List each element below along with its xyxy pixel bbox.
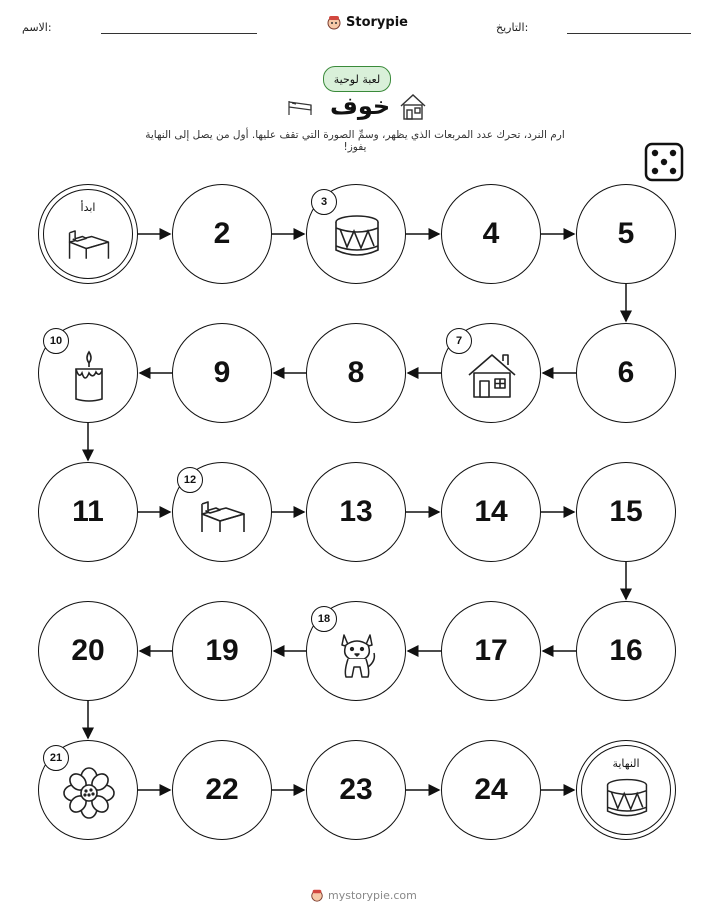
brand-name: Storypie xyxy=(346,14,408,30)
board-cell-19[interactable] xyxy=(172,601,272,701)
footer xyxy=(310,888,417,902)
cell-number: 5 xyxy=(617,217,635,250)
cell-number: 15 xyxy=(609,495,643,528)
board-game-badge: لعبة لوحية xyxy=(323,66,391,92)
cell-number: 2 xyxy=(213,217,231,250)
board-cell-12[interactable] xyxy=(172,462,272,562)
cell-number: 22 xyxy=(205,773,239,806)
cell-number: 20 xyxy=(71,634,105,667)
instructions: ارم النرد، تحرك عدد المربعات الذي يظهر، وسمِّ الصورة التي تقف عليها. أول من يصل إلى النهاية يفوز! xyxy=(145,129,565,153)
board-cell-14[interactable] xyxy=(441,462,541,562)
board-cell-start[interactable] xyxy=(38,184,138,284)
board-cell-4[interactable] xyxy=(441,184,541,284)
board-cell-13[interactable] xyxy=(306,462,406,562)
board-cell-11[interactable] xyxy=(38,462,138,562)
board-cell-17[interactable] xyxy=(441,601,541,701)
board-cell-6[interactable] xyxy=(576,323,676,423)
cell-number: 9 xyxy=(213,356,231,389)
cell-number: 11 xyxy=(72,495,104,528)
storypie-mascot-icon xyxy=(310,888,324,902)
board-cell-7[interactable] xyxy=(441,323,541,423)
board-cell-16[interactable] xyxy=(576,601,676,701)
cell-number: 24 xyxy=(474,773,508,806)
board-cell-9[interactable] xyxy=(172,323,272,423)
cell-number: 4 xyxy=(482,217,500,250)
board-cell-20[interactable] xyxy=(38,601,138,701)
cell-number-badge: 7 xyxy=(446,328,472,354)
board-cell-22[interactable] xyxy=(172,740,272,840)
board-cell-3[interactable] xyxy=(306,184,406,284)
cell-number-badge: 12 xyxy=(177,467,203,493)
cell-number: 13 xyxy=(339,495,373,528)
house-icon xyxy=(465,349,519,403)
cell-number: 8 xyxy=(347,356,365,389)
cell-number: 17 xyxy=(474,634,508,667)
board-cell-21[interactable] xyxy=(38,740,138,840)
board-cell-15[interactable] xyxy=(576,462,676,562)
date-label: التاريخ: xyxy=(496,21,529,34)
flower-icon xyxy=(62,766,116,820)
cell-number-badge: 18 xyxy=(311,606,337,632)
board-cell-2[interactable] xyxy=(172,184,272,284)
name-label: الاسم: xyxy=(22,21,52,34)
board-cell-10[interactable] xyxy=(38,323,138,423)
cell-number: 23 xyxy=(339,773,373,806)
cell-number: 14 xyxy=(474,495,508,528)
drum-icon xyxy=(330,210,384,264)
board-cell-end[interactable] xyxy=(576,740,676,840)
end-label: النهاية xyxy=(612,757,640,770)
drum-icon xyxy=(602,774,652,820)
cell-number: 16 xyxy=(609,634,643,667)
board-cell-5[interactable] xyxy=(576,184,676,284)
board-cell-23[interactable] xyxy=(306,740,406,840)
cell-number-badge: 10 xyxy=(43,328,69,354)
cell-number-badge: 21 xyxy=(43,745,69,771)
cell-number: 6 xyxy=(617,356,635,389)
cell-number-badge: 3 xyxy=(311,189,337,215)
dog-icon xyxy=(330,627,384,681)
game-title: خوف xyxy=(330,92,391,120)
board-cell-18[interactable] xyxy=(306,601,406,701)
bed-icon xyxy=(196,488,250,542)
board-cell-24[interactable] xyxy=(441,740,541,840)
board-cell-8[interactable] xyxy=(306,323,406,423)
footer-site[interactable]: mystorypie.com xyxy=(328,888,417,902)
bed-icon xyxy=(64,218,114,264)
candle-icon xyxy=(62,349,116,403)
cell-number: 19 xyxy=(205,634,239,667)
start-label: ابدأ xyxy=(80,201,96,214)
